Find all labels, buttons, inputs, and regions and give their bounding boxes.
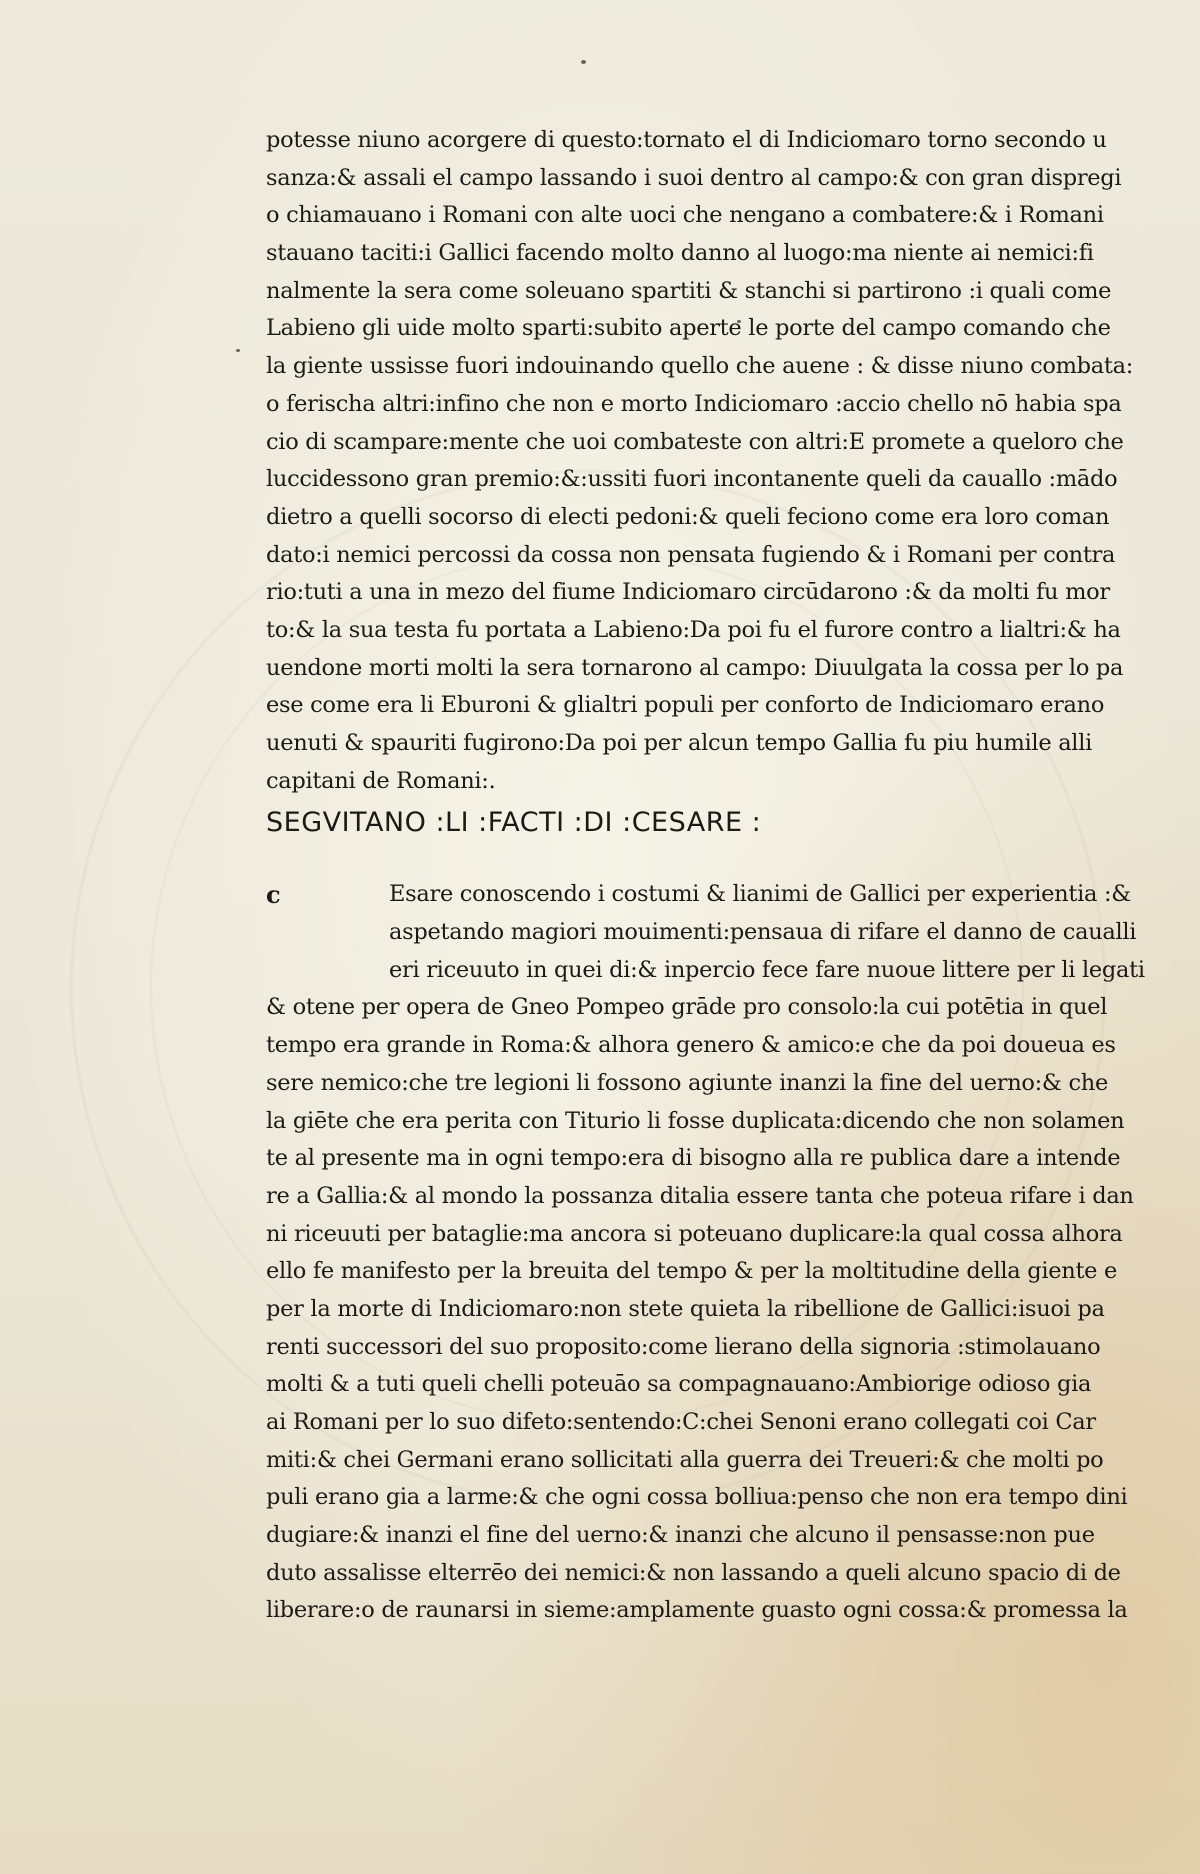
text-line: ni riceuuti per bataglie:ma ancora si poteuano duplicare:la qual cossa alhora — [266, 1220, 1123, 1247]
text-line: potesse niuno acorgere di questo:tornato el di Indiciomaro torno secondo u — [266, 127, 1107, 153]
text-line: renti successori del suo proposito:come lierano della signoria :stimolauano — [266, 1333, 1101, 1360]
ink-speck — [236, 349, 240, 352]
text-line: rio:tuti a una in mezo del fiume Indiciomaro circūdarono :& da molti fu mor — [266, 579, 1110, 606]
text-line: sanza:& assali el campo lassando i suoi dentro al campo:& con gran dispregi — [266, 164, 1122, 191]
text-line: eri riceuuto in quei di:& inpercio fece fare nuoue littere per li legati — [389, 956, 1145, 983]
text-line: uenuti & spauriti fugirono:Da poi per alcun tempo Gallia fu piu humile alli — [266, 730, 1092, 756]
text-line: stauano taciti:i Gallici facendo molto danno al luogo:ma niente ai nemici:fi — [266, 240, 1094, 267]
initial-guide-letter: c — [266, 880, 281, 910]
text-line: dato:i nemici percossi da cossa non pensata fugiendo & i Romani per contra — [266, 541, 1116, 568]
text-line: molti & a tuti queli chelli poteuāo sa compagnauano:Ambiorige odioso gia — [266, 1371, 1092, 1398]
text-line: liberare:o de raunarsi in sieme:amplamente guasto ogni cossa:& promessa la — [266, 1597, 1128, 1624]
text-line: ese come era li Eburoni & glialtri populi per conforto de Indiciomaro erano — [266, 692, 1105, 719]
text-line: o ferischa altri:infino che non e morto Indiciomaro :accio chello nō habia spa — [266, 390, 1122, 417]
text-line: tempo era grande in Roma:& alhora genero & amico:e che da poi doueua es — [266, 1032, 1116, 1059]
text-line: dietro a quelli socorso di electi pedoni:& queli feciono come era loro coman — [266, 503, 1110, 530]
paragraph-1 — [266, 122, 1134, 800]
ink-speck — [581, 60, 586, 64]
text-line: puli erano gia a larme:& che ogni cossa bolliua:penso che non era tempo dini — [266, 1484, 1128, 1511]
body-text — [266, 122, 1145, 1630]
text-line: capitani de Romani:. — [266, 767, 496, 794]
text-line: per la morte di Indiciomaro:non stete quieta la ribellione de Gallici:isuoi pa — [266, 1295, 1105, 1322]
text-line: o chiamauano i Romani con alte uoci che nengano a combatere:& i Romani — [266, 202, 1104, 229]
text-line: cio di scampare:mente che uoi combateste con altri:E promete a queloro che — [266, 428, 1124, 455]
text-line: ello fe manifesto per la breuita del tempo & per la moltitudine della giente e — [266, 1258, 1118, 1285]
text-line: miti:& chei Germani erano sollicitati alla guerra dei Treueri:& che molti po — [266, 1446, 1104, 1473]
text-line: to:& la sua testa fu portata a Labieno:Da poi fu el furore contro a lialtri:& ha — [266, 616, 1121, 643]
text-line: la giente ussisse fuori indouinando quello che auene : & disse niuno combata: — [266, 353, 1134, 380]
text-line: sere nemico:che tre legioni li fossono agiunte inanzi la fine del uerno:& che — [266, 1069, 1108, 1096]
section-heading: SEGVITANO :LI :FACTI :DI :CESARE : — [266, 807, 762, 839]
text-line: Labieno gli uide molto sparti:subito aperte le porte del campo comando che — [266, 315, 1111, 342]
text-line: dugiare:& inanzi el fine del uerno:& inanzi che alcuno il pensasse:non pue — [266, 1522, 1095, 1549]
paragraph-2-indented — [266, 876, 1145, 989]
text-line: luccidessono gran premio:&:ussiti fuori incontanente queli da cauallo :mādo — [266, 466, 1118, 493]
text-line: re a Gallia:& al mondo la possanza ditalia essere tanta che poteua rifare i dan — [266, 1182, 1134, 1209]
text-line: ai Romani per lo suo difeto:sentendo:C:chei Senoni erano collegati coi Car — [266, 1409, 1096, 1435]
chapter-start — [266, 876, 1145, 989]
text-line: & otene per opera de Gneo Pompeo grāde pro consolo:la cui potētia in quel — [266, 994, 1108, 1021]
text-line: Esare conoscendo i costumi & lianimi de Gallici per experientia :& — [389, 881, 1131, 908]
text-line: la giēte che era perita con Titurio li fosse duplicata:dicendo che non solamen — [266, 1107, 1125, 1134]
text-line: te al presente ma in ogni tempo:era di bisogno alla re publica dare a intende — [266, 1145, 1121, 1172]
paragraph-2 — [266, 989, 1134, 1630]
text-line: aspetando magiori mouimenti:pensaua di rifare el danno de caualli — [389, 919, 1137, 946]
text-line: uendone morti molti la sera tornarono al campo: Diuulgata la cossa per lo pa — [266, 654, 1124, 681]
spacer — [266, 846, 1128, 876]
text-line: duto assalisse elterrēo dei nemici:& non lassando a queli alcuno spacio di de — [266, 1559, 1121, 1586]
text-line: nalmente la sera come soleuano spartiti & stanchi si partirono :i quali come — [266, 277, 1112, 304]
